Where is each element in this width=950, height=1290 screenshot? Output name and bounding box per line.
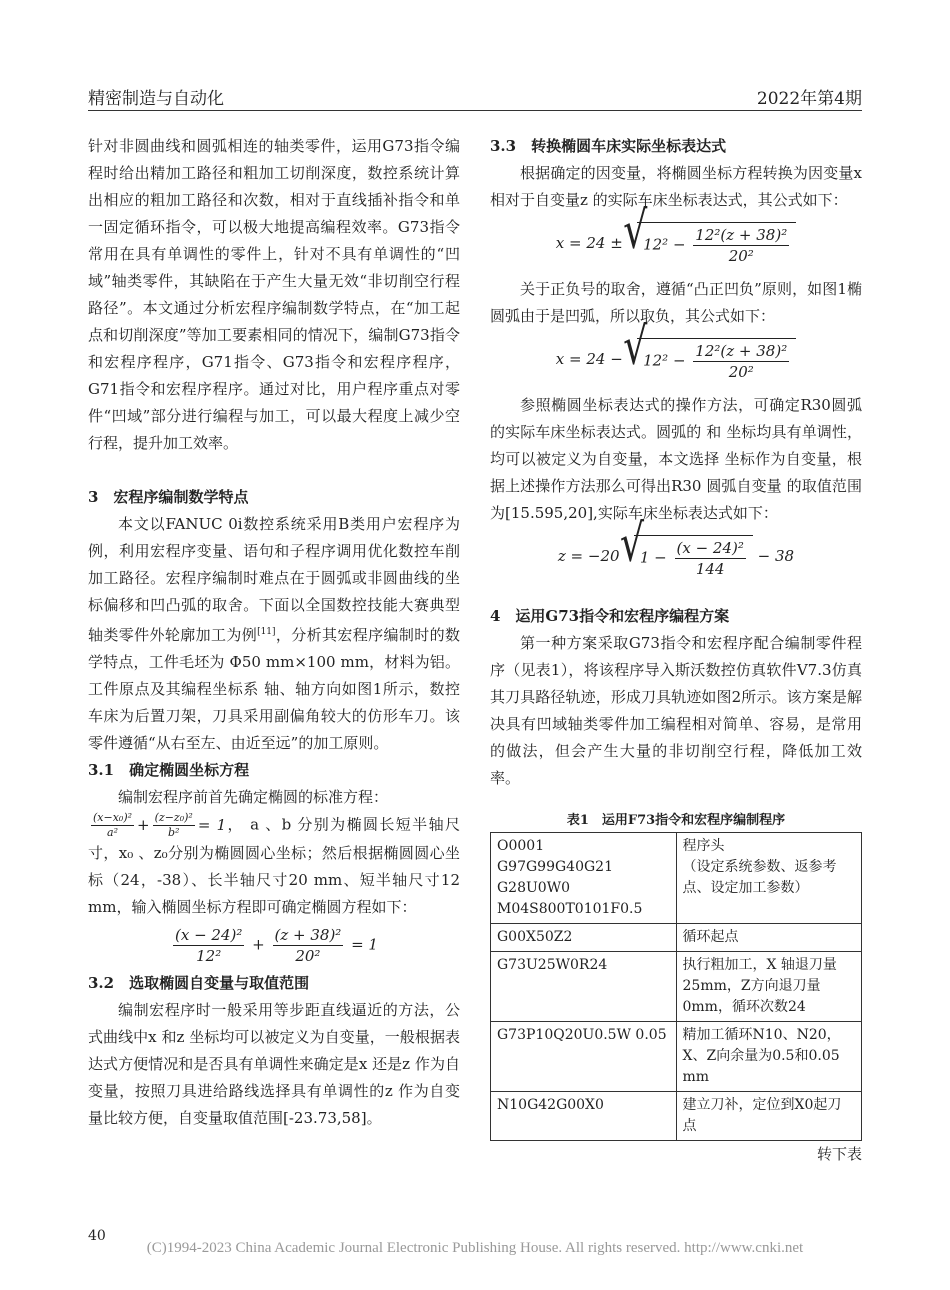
journal-name: 精密制造与自动化 xyxy=(88,89,224,109)
code-cell: O0001 G97G99G40G21 G28U0W0 M04S800T0101F0.5 xyxy=(491,833,677,924)
program-table xyxy=(490,832,862,1141)
note-cell: 精加工循环N10、N20，X、Z向余量为0.5和0.05 mm xyxy=(676,1022,862,1092)
formula-r30: z = −20 √ 1 − $\frac{\text{(x − 24)²}}{144}$ − 38 xyxy=(490,535,862,579)
ellipse-standard-paragraph: $\frac{\text{(x−x₀)²}}{\text{a²}}$ + $\frac{\text{(z−z₀)²}}{\text{b²}}$ = 1， a 、b 分别为椭圆长短半轴尺寸，x₀ 、z₀分别为椭圆圆心坐标；然后根据椭圆圆心坐标（24，-38）、长半轴尺寸20 mm、短半轴尺寸12 mm，输入椭圆坐标方程即可确定椭圆方程如下： xyxy=(88,811,460,916)
section-3-1-paragraph: 编制宏程序前首先确定椭圆的标准方程： xyxy=(118,788,389,806)
formula-minus: x = 24 − √ 12² − $\frac{\text{12²(z + 38)²}}{\text{20²}}$ xyxy=(490,338,862,382)
table-row xyxy=(491,1092,862,1141)
table-row xyxy=(491,833,862,924)
code-cell: G73U25W0R24 xyxy=(491,952,677,1022)
section-3-3-paragraph: 根据确定的因变量，将椭圆坐标方程转换为因变量x 相对于自变量z 的实际车床坐标表达式，其公式如下： xyxy=(490,164,862,209)
note-cell: 建立刀补，定位到X0起刀点 xyxy=(676,1092,862,1141)
ellipse-equation: $\frac{\text{(x − 24)²}}{\text{12²}}$ + $\frac{\text{(z + 38)²}}{\text{20²}}$ = 1 xyxy=(175,926,378,965)
page-number: 40 xyxy=(88,1228,106,1244)
table-row xyxy=(491,924,862,952)
note-cell: 程序头 （设定系统参数、返参考点、设定加工参数） xyxy=(676,833,862,924)
note-cell: 循环起点 xyxy=(676,924,862,952)
section-3-2-paragraph: 编制宏程序时一般采用等步距直线逼近的方法，公式曲线中x 和z 坐标均可以被定义为自变量，一般根据表达式方便情况和是否具有单调性来确定是x 还是z 作为自变量，按照刀具进给路线选择具有单调性的z 作为自变量比较方便，自变量取值范围[-23.73,58]。 xyxy=(88,1001,460,1127)
section-3-paragraph: 本文以FANUC 0i数控系统采用B类用户宏程序为例，利用宏程序变量、语句和子程序调用优化数控车削加工路径。宏程序编制时难点在于圆弧或非圆曲线的坐标偏移和凹凸弧的取舍。下面以全国数控技能大赛典型轴类零件外轮廓加工为例[11]，分析其宏程序编制时的数学特点，工件毛坯为 Φ50 mm×100 mm，材料为铝。工件原点及其编程坐标系 轴、轴方向如图1所示，数控车床为后置刀架，刀具采用副偏角较大的仿形车刀。该零件遵循“从右至左、由近至远”的加工原则。 xyxy=(88,515,460,752)
continued-note: 转下表 xyxy=(816,1145,862,1163)
section-4-paragraph: 第一种方案采取G73指令和宏程序配合编制零件程序（见表1），将该程序导入斯沃数控仿真软件V7.3仿真其刀具路径轨迹，形成刀具轨迹如图2所示。该方案是解决具有凹域轴类零件加工编程相对简单、容易，是常用的做法，但会产生大量的非切削空行程，降低加工效率。 xyxy=(490,634,862,787)
r30-paragraph: 参照椭圆坐标表达式的操作方法，可确定R30圆弧的实际车床坐标表达式。圆弧的 和 坐标均具有单调性，均可以被定义为自变量，本文选择 坐标作为自变量，根据上述操作方法那么可得出R30 圆弧自变量 的取值范围为[15.595,20],实际车床坐标表达式如下： xyxy=(490,396,862,522)
code-cell: N10G42G00X0 xyxy=(491,1092,677,1141)
sign-rule-paragraph: 关于正负号的取舍，遵循“凸正凹负”原则，如图1椭圆弧由于是凹弧，所以取负，其公式如下： xyxy=(490,280,862,325)
formula-plus-minus: x = 24 ± √ 12² − $\frac{\text{12²(z + 38)²}}{\text{20²}}$ xyxy=(490,222,862,266)
code-cell: G73P10Q20U0.5W 0.05 xyxy=(491,1022,677,1092)
section-3-1-heading: 3.1 确定椭圆坐标方程 xyxy=(88,761,250,779)
table-row xyxy=(491,952,862,1022)
section-3-3-heading: 3.3 转换椭圆车床实际坐标表达式 xyxy=(490,137,727,155)
right-column xyxy=(490,133,862,1167)
section-3-heading: 3 宏程序编制数学特点 xyxy=(88,488,249,506)
note-cell: 执行粗加工，X 轴退刀量25mm，Z方向退刀量0mm，循环次数24 xyxy=(676,952,862,1022)
table-caption: 表1 运用F73指令和宏程序编制程序 xyxy=(566,813,786,828)
left-column xyxy=(88,133,460,1132)
code-cell: G00X50Z2 xyxy=(491,924,677,952)
section-4-heading: 4 运用G73指令和宏程序编程方案 xyxy=(490,607,730,625)
intro-paragraph: 针对非圆曲线和圆弧相连的轴类零件，运用G73指令编程时给出精加工路径和粗加工切削深度，数控系统计算出相应的粗加工路径和次数，相对于直线插补指令和单一固定循环指令，可以极大地提高编程效率。G73指令常用在具有单调性的零件上，针对不具有单调性的“凹域”轴类零件，其缺陷在于产生大量无效“非切削空行程路径”。本文通过分析宏程序编制数学特点，在“加工起点和切削深度”等加工要素相同的情况下，编制G73指令和宏程序程序，G71指令、G73指令和宏程序程序，G71指令和宏程序程序。通过对比，用户程序重点对零件“凹域”部分进行编程与加工，可以最大程度上减少空行程，提升加工效率。 xyxy=(88,137,460,452)
copyright-line: (C)1994-2023 China Academic Journal Electronic Publishing House. All rights reserved. http://www.cnki.net xyxy=(146,1240,804,1256)
table-row xyxy=(491,1022,862,1092)
header-rule xyxy=(88,110,862,111)
section-3-2-heading: 3.2 选取椭圆自变量与取值范围 xyxy=(88,974,310,992)
issue-number: 2022年第4期 xyxy=(756,89,862,109)
